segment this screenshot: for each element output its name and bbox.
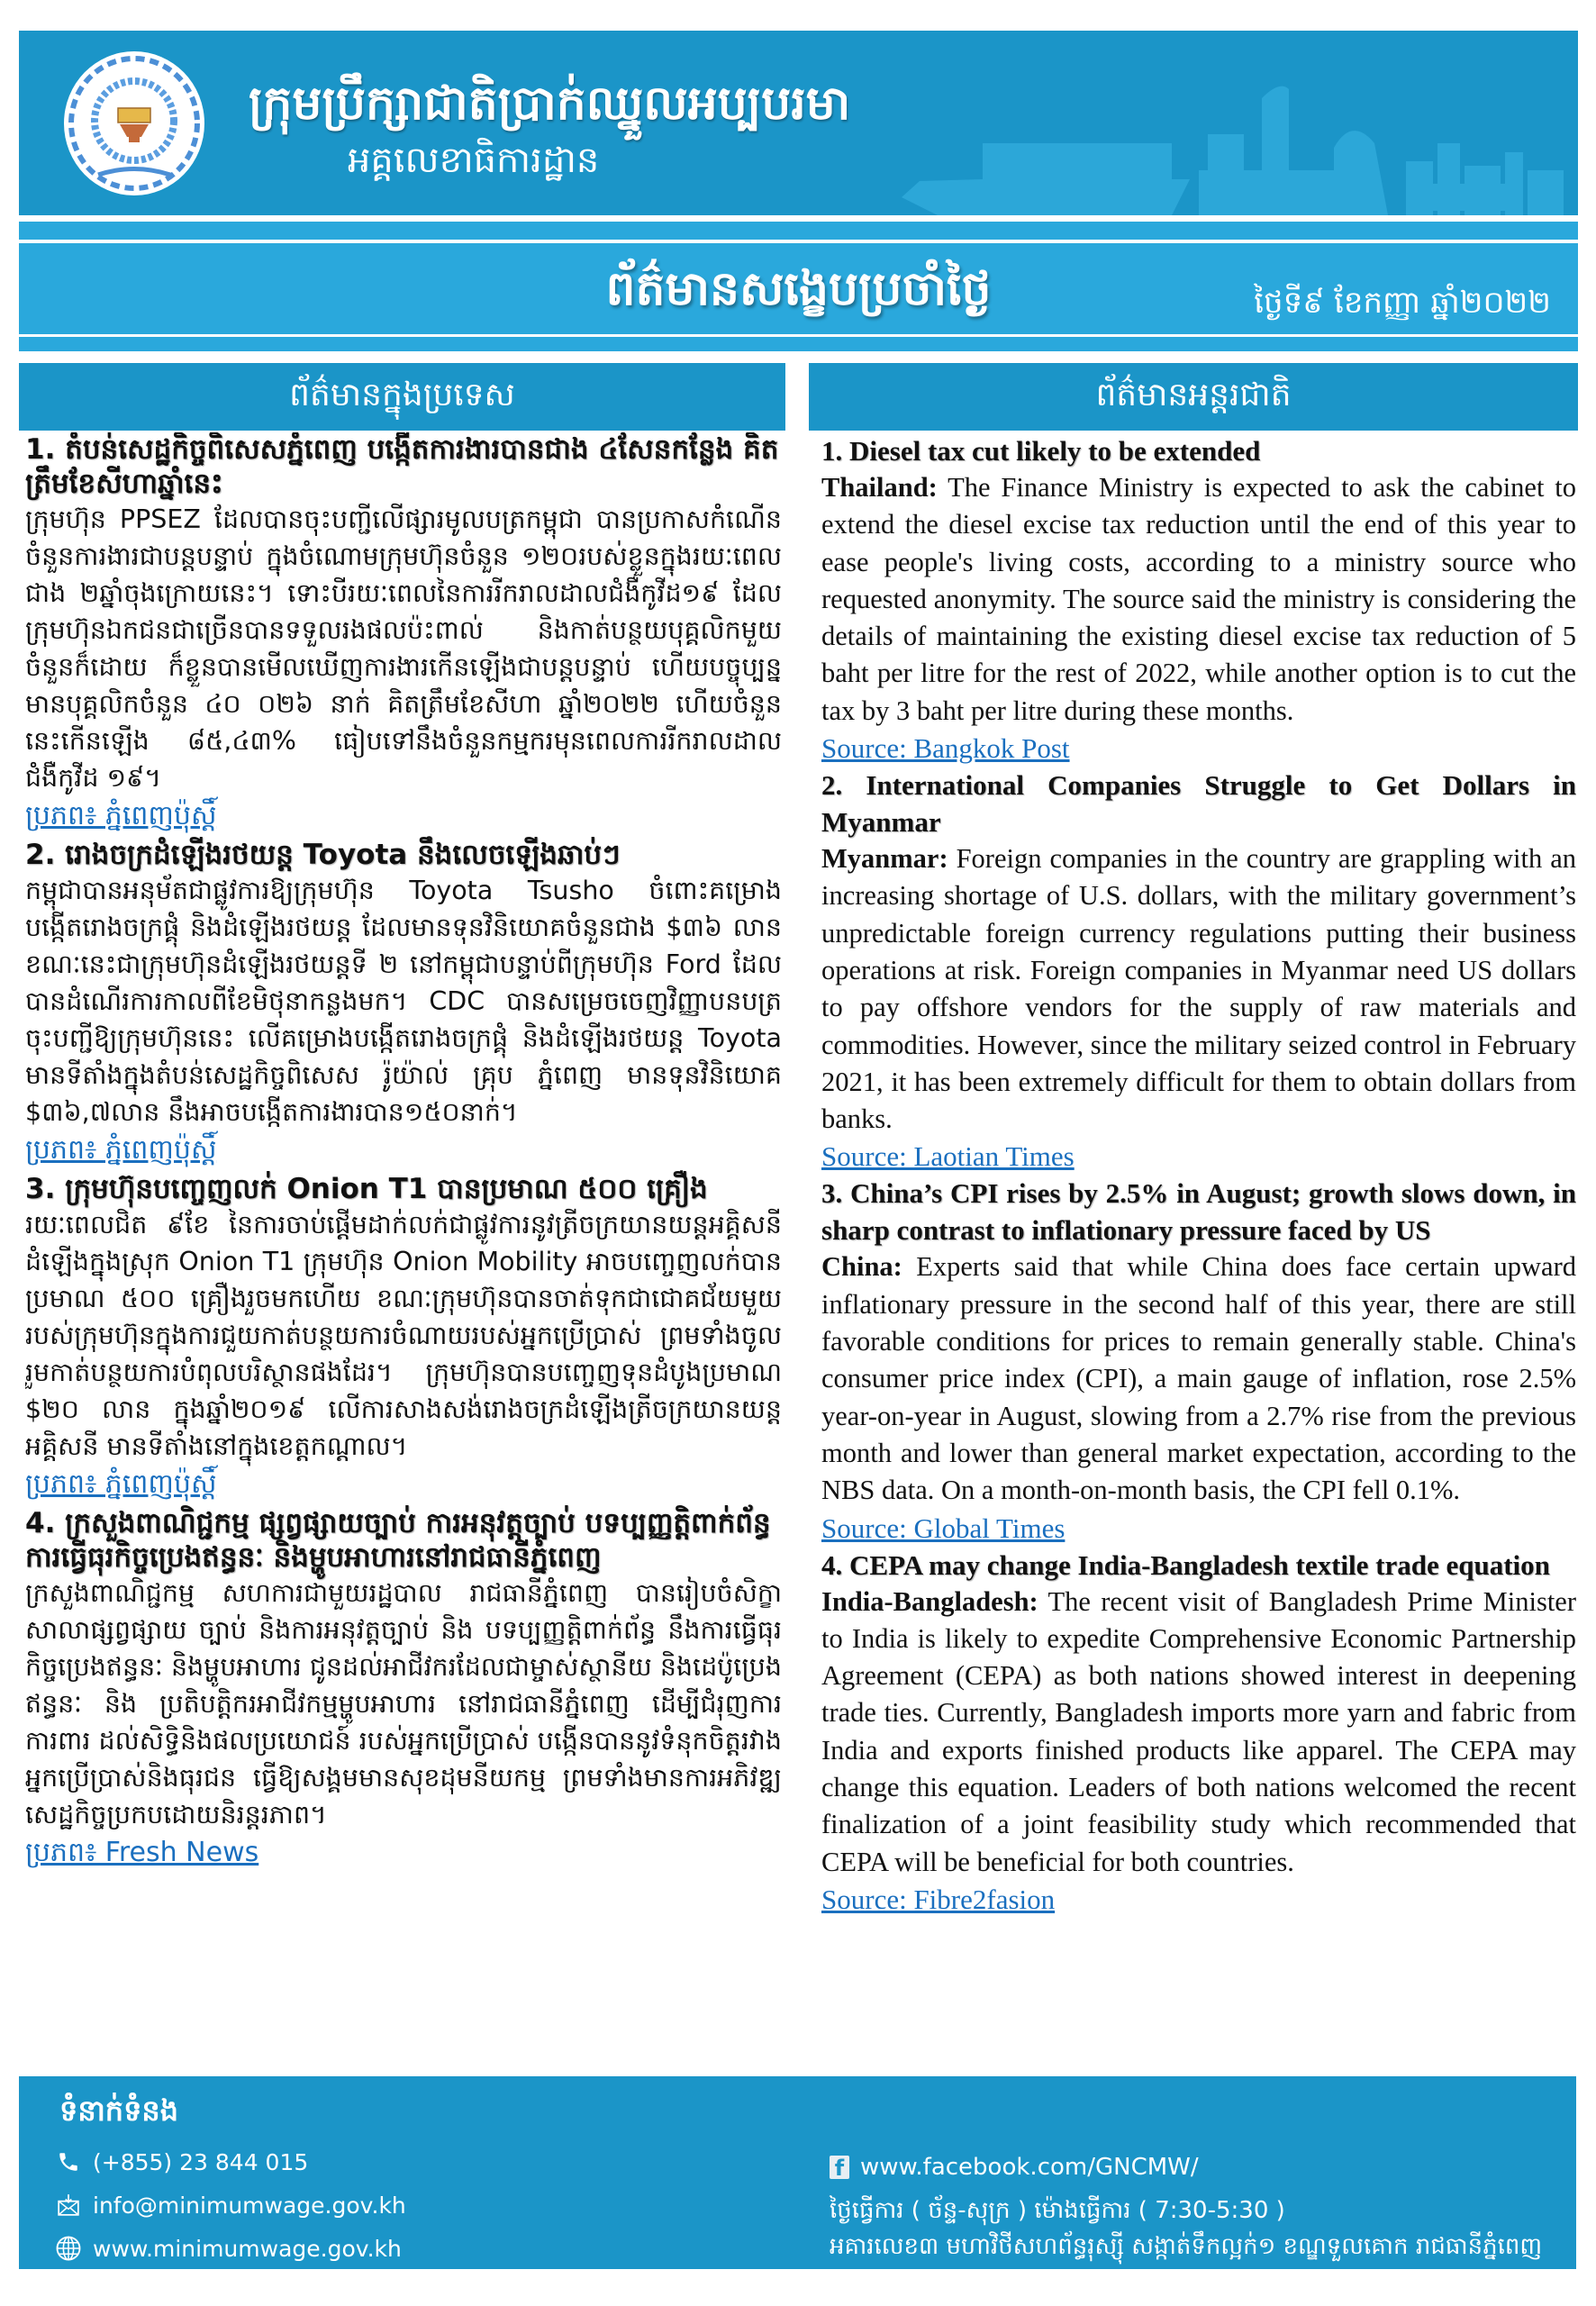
article-text: The Finance Ministry is expected to ask the cabinet to extend the diesel excise tax reduction until the end of this year to ease people's living costs, according to a ministry source who requested anonymity. The source said the ministry is considering the details of maintaining the existing diesel excise tax reduction of 5 baht per litre for the rest of 2022, while another option is to cut the tax by 3 baht per litre during these months.: [821, 472, 1576, 726]
email-address[interactable]: info@minimumwage.gov.kh: [93, 2192, 406, 2219]
article-title: 1. តំបន់សេដ្ឋកិច្ចពិសេសភ្នំពេញ បង្កើតការងារបានជាង ៤សែនកន្លែង គិតត្រឹមខែសីហាឆ្នាំនេះ: [25, 433, 779, 500]
article-source-link[interactable]: ប្រភព៖ Fresh News: [25, 1837, 259, 1868]
international-article: [821, 1175, 1576, 1546]
article-source-link[interactable]: Source: Global Times: [821, 1512, 1066, 1544]
facebook-icon: f: [830, 2156, 849, 2179]
article-body: [821, 840, 1576, 1138]
page-title: ព័ត៌មានសង្ខេបប្រចាំថ្ងៃ: [605, 262, 992, 316]
globe-icon: [55, 2235, 82, 2262]
issue-date: ថ្ងៃទី៩ ខែកញ្ញា ឆ្នាំ២០២២: [1254, 285, 1551, 321]
title-bar: [19, 243, 1578, 334]
article-source-link[interactable]: Source: Fibre2fasion: [821, 1883, 1056, 1915]
domestic-news-column: [25, 432, 782, 2074]
international-article: [821, 432, 1576, 767]
skyline-illustration-icon: [902, 80, 1568, 215]
article-body: ក្រុមហ៊ុន PPSEZ ដែលបានចុះបញ្ជីលើផ្សារមូលបត្រកម្ពុជា បានប្រកាសកំណើនចំនួនការងារជាបន្តបន្ទាប់ ក្នុងចំណោមក្រុមហ៊ុនចំនួន ១២០របស់ខ្លួនក្នុងរយៈពេលជាង ២ឆ្នាំចុងក្រោយនេះ។ ទោះបីរយៈពេលនៃការរីករាលដាលជំងឺកូវីដ១៩ ដែលក្រុមហ៊ុនឯកជនជាច្រើនបានទទួលរងផលប៉ះពាល់ និងកាត់បន្ថយបុគ្គលិកមួយចំនួនក៏ដោយ ក៏ខ្លួនបានមើលឃើញការងារកើនឡើងជាបន្តបន្ទាប់ ហើយបច្ចុប្បន្នមានបុគ្គលិកចំនួន ៤០ ០២៦ នាក់ គិតត្រឹមខែសីហា ឆ្នាំ២០២២ ហើយចំនួននេះកើនឡើង ៨៥,៤៣% ធៀបទៅនឹងចំនួនកម្មករមុនពេលការរីករាលដាលជំងឺកូវីដ ១៩។: [25, 504, 782, 793]
international-article: [821, 1547, 1576, 1918]
article-source-link[interactable]: ប្រភព៖ ភ្នំពេញប៉ុស្ដិ៍: [25, 1468, 217, 1500]
header-banner: [19, 31, 1578, 215]
international-news-heading: ព័ត៌មានអន្តរជាតិ: [809, 363, 1578, 431]
website-contact: [55, 2235, 402, 2262]
email-contact: [55, 2192, 406, 2219]
article-body: ក្រសួងពាណិជ្ជកម្ម សហការជាមួយរដ្ឋបាល រាជធានីភ្នំពេញ បានរៀបចំសិក្ខា សាលាផ្សព្វផ្សាយ ច្បាប់ និងការអនុវត្តច្បាប់ និង បទប្បញ្ញត្តិពាក់ព័ន្ធ នឹងការធ្វើធុរកិច្ចប្រេងឥន្ធនៈ និងម្ហូបអាហារ ជូនដល់អាជីវករដែលជាម្ចាស់ស្ថានីយ និងដេប៉ូប្រេងឥន្ធនៈ និង ប្រតិបត្តិករអាជីវកម្មម្ហូបអាហារ នៅរាជធានីភ្នំពេញ ដើម្បីជំរុញការការពារ ដល់សិទ្ធិនិងផលប្រយោជន៍ របស់អ្នកប្រើប្រាស់ បង្កើនបាននូវទំនុកចិត្តរវាងអ្នកប្រើប្រាស់និងធុរជន ធ្វើឱ្យសង្គមមានសុខដុមនីយកម្ម ព្រមទាំងមានការអភិវឌ្ឍ សេដ្ឋកិច្ចប្រកបដោយនិរន្តរភាព។: [25, 1578, 782, 1829]
article-country: Thailand:: [821, 472, 938, 503]
domestic-article: [25, 432, 782, 838]
article-title: 3. China’s CPI rises by 2.5% in August; growth slows down, in sharp contrast to inflationary pressure faced by US: [821, 1177, 1576, 1247]
contact-footer: [19, 2076, 1576, 2269]
article-body: [821, 469, 1576, 730]
contact-heading: ទំនាក់ទំនង: [59, 2093, 179, 2128]
domestic-article: [25, 1172, 782, 1506]
org-name: ក្រុមប្រឹក្សាជាតិប្រាក់ឈ្នួលអប្បបរមា: [249, 77, 851, 131]
office-address: អគារលេខ៣ មហាវិថីសហព័ន្ធរុស្ស៊ី សង្កាត់ទឹកល្អក់១ ខណ្ឌទួលគោក រាជធានីភ្នំពេញ: [830, 2233, 1543, 2260]
article-source-link[interactable]: Source: Laotian Times: [821, 1140, 1075, 1173]
website-url[interactable]: www.minimumwage.gov.kh: [93, 2235, 402, 2262]
facebook-contact: [830, 2154, 1199, 2181]
article-title: 2. រោងចក្រដំឡើងរថយន្ត Toyota នឹងលេចឡើងឆាប់ៗ: [25, 839, 621, 871]
international-article: [821, 767, 1576, 1175]
article-country: Myanmar:: [821, 843, 948, 875]
article-title: 4. CEPA may change India-Bangladesh textile trade equation: [821, 1548, 1550, 1581]
article-body: កម្ពុជាបានអនុម័តជាផ្លូវការឱ្យក្រុមហ៊ុន Toyota Tsusho ចំពោះគម្រោងបង្កើតរោងចក្រផ្គុំ និងដំឡើងរថយន្ត ដែលមានទុនវិនិយោគចំនួនជាង $៣៦ លាន ខណៈនេះជាក្រុមហ៊ុនដំឡើងរថយន្តទី ២ នៅកម្ពុជាបន្ទាប់ពីក្រុមហ៊ុន Ford ដែលបានដំណើរការកាលពីខែមិថុនាកន្លងមក។ CDC បានសម្រេចចេញវិញ្ញាបនបត្រចុះបញ្ជីឱ្យក្រុមហ៊ុននេះ លើគម្រោងបង្កើតរោងចក្រផ្គុំ និងដំឡើងរថយន្ត Toyota មានទីតាំងក្នុងតំបន់សេដ្ឋកិច្ចពិសេស រ៉ូយ៉ាល់ គ្រុប ភ្នំពេញ មានទុនវិនិយោគ $៣៦,៧លាន នឹងអាចបង្កើតការងារបាន១៥០នាក់។: [25, 876, 782, 1127]
office-hours: ថ្ងៃធ្វើការ ( ច័ន្ទ-សុក្រ ) ម៉ោងធ្វើការ ( 7:30-5:30 ): [830, 2197, 1285, 2224]
article-source-link[interactable]: ប្រភព៖ ភ្នំពេញប៉ុស្ដិ៍: [25, 1134, 217, 1166]
phone-number[interactable]: (+855) 23 844 015: [93, 2148, 309, 2175]
article-title: 1. Diesel tax cut likely to be extended: [821, 435, 1261, 467]
org-subtitle: អគ្គលេខាធិការដ្ឋាន: [348, 140, 600, 181]
international-news-column: [821, 432, 1576, 2074]
facebook-url[interactable]: www.facebook.com/GNCMW/: [860, 2154, 1199, 2181]
article-body: រយៈពេលជិត ៩ខែ នៃការចាប់ផ្ដើមដាក់លក់ជាផ្លូវការនូវត្រីចក្រយានយន្តអគ្គិសនីដំឡើងក្នុងស្រុក Onion T1 ក្រុមហ៊ុន Onion Mobility អាចបញ្ចេញលក់បានប្រមាណ ៥០០ គ្រឿងរួចមកហើយ ខណៈក្រុមហ៊ុនបានចាត់ទុកជាជោគជ័យមួយរបស់ក្រុមហ៊ុនក្នុងការជួយកាត់បន្ថយការចំណាយរបស់អ្នកប្រើប្រាស់ ព្រមទាំងចូលរួមកាត់បន្ថយការបំពុលបរិស្ថានផងដែរ។ ក្រុមហ៊ុនបានបញ្ចេញទុនដំបូងប្រមាណ $២០ លាន ក្នុងឆ្នាំ២០១៩ លើការសាងសង់រោងចក្រដំឡើងត្រីចក្រយានយន្តអគ្គិសនី មានទីតាំងនៅក្នុងខេត្តកណ្ដាល។: [25, 1210, 782, 1461]
article-title: 4. ក្រសួងពាណិជ្ជកម្ម ផ្សព្វផ្សាយច្បាប់ ការអនុវត្តច្បាប់ បទប្បញ្ញត្តិពាក់ព័ន្ធការធ្វើធុរកិច្ចប្រេងឥន្ធនៈ និងម្ហូបអាហារនៅរាជធានីភ្នំពេញ: [25, 1507, 771, 1574]
domestic-article: [25, 838, 782, 1172]
phone-icon: [55, 2148, 82, 2175]
email-icon: [55, 2192, 82, 2219]
phone-contact: [55, 2148, 308, 2175]
domestic-news-heading: ព័ត៌មានក្នុងប្រទេស: [19, 363, 785, 431]
article-body: [821, 1584, 1576, 1881]
ministry-seal-icon: [62, 50, 206, 196]
decorative-stripe: [19, 337, 1578, 351]
decorative-stripe: [19, 222, 1578, 240]
article-text: Experts said that while China does face certain upward inflationary pressure in the second half of this year, there are still favorable conditions for prices to remain generally stable. China's consumer price index (CPI), a main gauge of inflation, rose 2.5% year-on-year in August, slowing from a 2.7% rise from the previous month and lower than general market expectation, according to the NBS data. On a month-on-month basis, the CPI fell 0.1%.: [821, 1251, 1576, 1506]
article-body: [821, 1248, 1576, 1509]
article-country: China:: [821, 1251, 902, 1283]
article-text: Foreign companies in the country are grappling with an increasing shortage of U.S. dollars, with the military government’s unpredictable foreign currency regulations putting their business operations at risk. Foreign companies in Myanmar need US dollars to pay offshore vendors for the supply of raw materials and commodities. However, since the military seized control in February 2021, it has been extremely difficult for them to obtain dollars from banks.: [821, 843, 1576, 1135]
domestic-article: [25, 1506, 782, 1875]
article-source-link[interactable]: ប្រភព៖ ភ្នំពេញប៉ុស្ដិ៍: [25, 800, 217, 831]
article-source-link[interactable]: Source: Bangkok Post: [821, 732, 1070, 765]
article-country: India-Bangladesh:: [821, 1585, 1038, 1617]
article-text: The recent visit of Bangladesh Prime Minister to India is likely to expedite Comprehensive Economic Partnership Agreement (CEPA) as both nations showed interest in deepening trade ties. Currently, Bangladesh imports more yarn and fabric from India and exports finished products like apparel. The CEPA may change this equation. Leaders of both nations welcomed the recent finalization of a joint feasibility study which recommended that CEPA will be beneficial for both countries.: [821, 1585, 1576, 1877]
article-title: 2. International Companies Struggle to Get Dollars in Myanmar: [821, 769, 1576, 839]
article-title: 3. ក្រុមហ៊ុនបញ្ចេញលក់ Onion T1 បានប្រមាណ ៥០០ គ្រឿង: [25, 1173, 708, 1205]
